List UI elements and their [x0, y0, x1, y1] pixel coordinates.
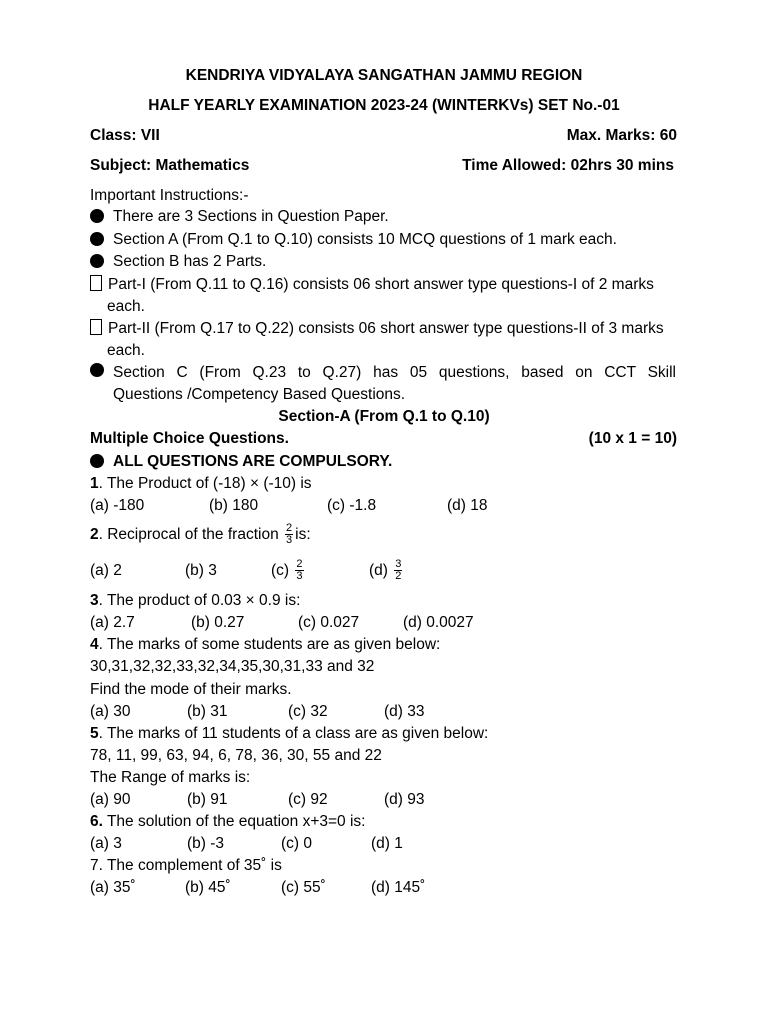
option-d: (d) 1 [371, 835, 403, 852]
question-3: 3. The product of 0.03 × 0.9 is: [90, 592, 301, 609]
option-a: (a) -180 [90, 497, 145, 514]
question-5-data: 78, 11, 99, 63, 94, 6, 78, 36, 30, 55 and 22 [90, 747, 382, 764]
instruction-item: Part-I (From Q.11 to Q.16) consists 06 short answer type questions-I of 2 marks [90, 275, 654, 295]
instruction-item-cont: Questions /Competency Based Questions. [113, 386, 406, 403]
section-a-marks: (10 x 1 = 10) [588, 430, 677, 447]
time-allowed-label: Time Allowed: 02hrs 30 mins [462, 157, 674, 174]
option-c: (c) 0.027 [298, 614, 360, 631]
option-b: (b) 180 [209, 497, 259, 514]
option-a: (a) 90 [90, 791, 131, 808]
option-c: (c) $\frac{2}{3}$ [271, 558, 303, 583]
instruction-item-cont: each. [107, 298, 145, 315]
option-c: (c) 0 [281, 835, 312, 852]
option-b: (b) 0.27 [191, 614, 245, 631]
question-6: 6. The solution of the equation x+3=0 is: [90, 813, 366, 830]
option-a: (a) 2.7 [90, 614, 135, 631]
section-a-title: Section-A (From Q.1 to Q.10) [278, 408, 490, 425]
option-b: (b) 45˚ [185, 879, 231, 896]
bullet-icon [90, 209, 104, 223]
option-a: (a) 35˚ [90, 879, 136, 896]
instruction-item: Section B has 2 Parts. [90, 252, 266, 272]
option-d: (d) 145˚ [371, 879, 426, 896]
question-5-ask: The Range of marks is: [90, 769, 251, 786]
bullet-icon [90, 454, 104, 468]
option-d: (d) 0.0027 [403, 614, 474, 631]
exam-title: HALF YEARLY EXAMINATION 2023-24 (WINTERKVs) SET No.-01 [148, 97, 620, 114]
option-d: (d) 33 [384, 703, 425, 720]
compulsory-note: ALL QUESTIONS ARE COMPULSORY. [90, 452, 392, 472]
option-c: (c) 55˚ [281, 879, 326, 896]
option-b: (b) 3 [185, 562, 217, 579]
section-a-subtitle: Multiple Choice Questions. [90, 430, 289, 447]
option-a: (a) 2 [90, 562, 122, 579]
fraction: $\frac{3}{2}$ [395, 558, 402, 583]
question-4: 4. The marks of some students are as given below: [90, 636, 441, 653]
fraction: $\frac{2}{3}$ [296, 558, 303, 583]
option-c: (c) 32 [288, 703, 328, 720]
question-1: 1. The Product of (-18) × (-10) is [90, 475, 312, 492]
question-4-data: 30,31,32,32,33,32,34,35,30,31,33 and 32 [90, 658, 375, 675]
question-7: 7. The complement of 35˚ is [90, 857, 282, 874]
option-d: (d) 93 [384, 791, 425, 808]
instruction-item: There are 3 Sections in Question Paper. [90, 207, 389, 227]
fraction: $\frac{2}{3}$ [286, 522, 293, 547]
question-5: 5. The marks of 11 students of a class are as given below: [90, 725, 489, 742]
question-4-ask: Find the mode of their marks. [90, 681, 292, 698]
bullet-icon [90, 363, 104, 377]
missing-glyph-icon [90, 319, 102, 335]
option-b: (b) -3 [187, 835, 225, 852]
bullet-icon [90, 254, 104, 268]
option-b: (b) 31 [187, 703, 228, 720]
instruction-item-cont: each. [107, 342, 145, 359]
option-b: (b) 91 [187, 791, 228, 808]
option-a: (a) 3 [90, 835, 122, 852]
bullet-icon [90, 232, 104, 246]
instruction-item: Section A (From Q.1 to Q.10) consists 10 MCQ questions of 1 mark each. [90, 230, 617, 250]
org-title: KENDRIYA VIDYALAYA SANGATHAN JAMMU REGION [185, 67, 583, 84]
missing-glyph-icon [90, 275, 102, 291]
instruction-item: Part-II (From Q.17 to Q.22) consists 06 short answer type questions-II of 3 marks [90, 319, 664, 339]
max-marks-label: Max. Marks: 60 [566, 127, 677, 144]
class-label: Class: VII [90, 127, 160, 144]
option-d: (d) 18 [447, 497, 488, 514]
option-a: (a) 30 [90, 703, 131, 720]
option-d: (d) $\frac{3}{2}$ [369, 558, 402, 583]
option-c: (c) 92 [288, 791, 328, 808]
option-c: (c) -1.8 [327, 497, 377, 514]
instruction-item: Section C (From Q.23 to Q.27) has 05 questions, based on CCT Skill [90, 363, 676, 383]
instructions-heading: Important Instructions:- [90, 187, 249, 204]
question-2: 2. Reciprocal of the fraction $\frac{2}{3}$ is: [90, 522, 311, 547]
subject-label: Subject: Mathematics [90, 157, 250, 174]
